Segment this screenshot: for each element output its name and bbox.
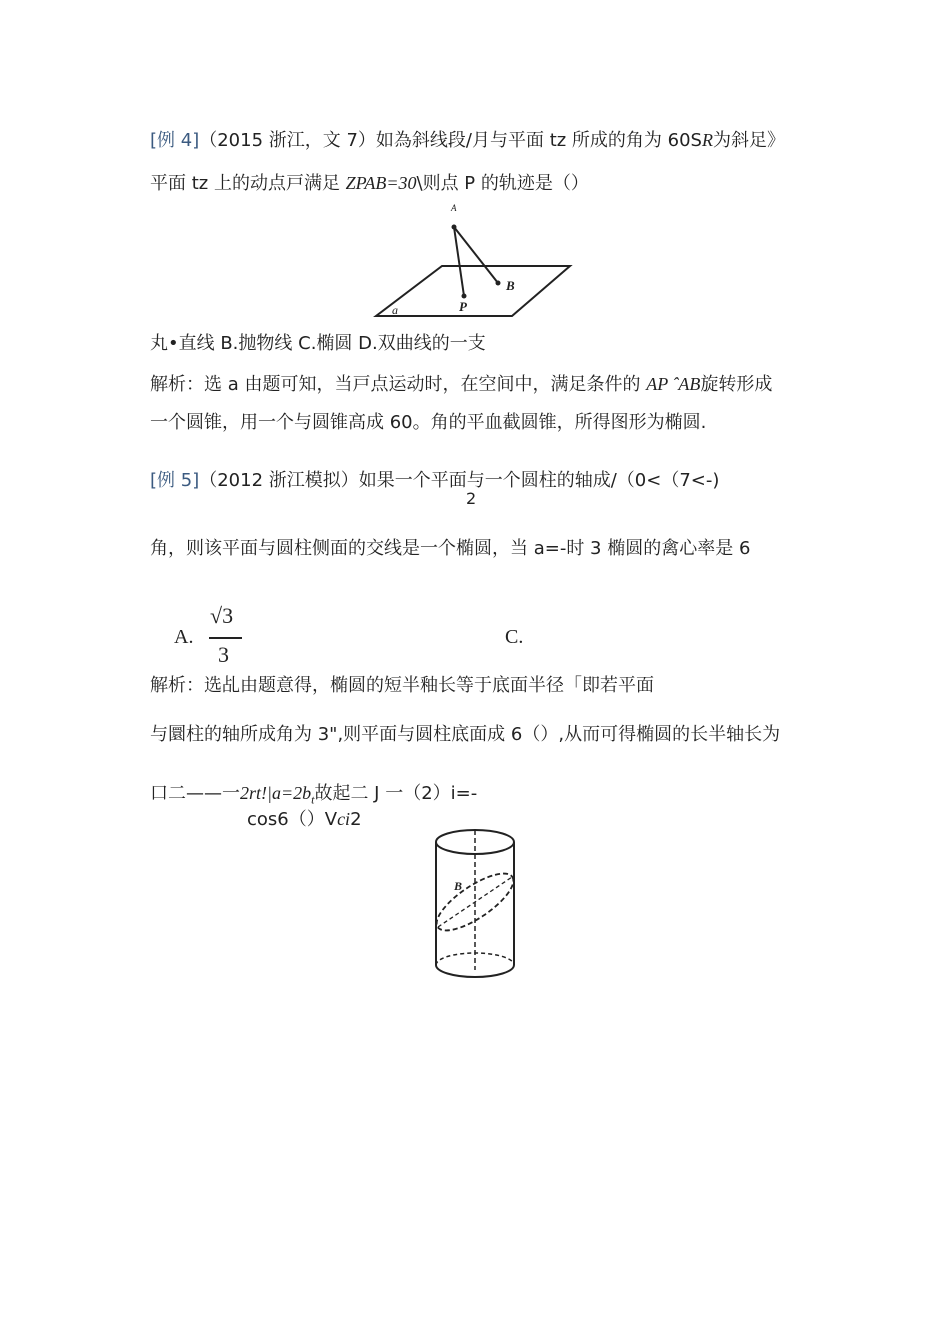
ex4-options: 丸•直线 B.抛物线 C.椭圆 D.双曲线的一支 xyxy=(150,333,486,354)
ex4-line1: [例 4]（2015 浙江，文 7）如為斜线段/月与平面 tz 所成的角为 60SR为斜足》 xyxy=(150,130,785,151)
ex5-solution-line2: 与圜柱的轴所成角为 3",则平面与圆柱底面成 6（）,从而可得椭圆的长半轴长为 xyxy=(150,724,781,745)
ex4-solution-line2: 一个圆锥，用一个与圆锥高成 60。角的平血截圆锥，所得图形为椭圆. xyxy=(150,412,707,433)
point-a xyxy=(452,225,457,230)
ex5-solution-line3: 口二——一$2rt!|a=2b_t$故起二 J 一（2）i=- xyxy=(150,783,478,807)
label-a: A xyxy=(451,203,457,213)
point-b xyxy=(496,281,501,286)
ex5-option-c-label: C. xyxy=(505,626,524,648)
ex5-option-a-label: A. xyxy=(174,626,194,648)
ex5-line1: [例 5]（2012 浙江模拟）如果一个平面与一个圆柱的轴成/（0<（7<-) xyxy=(150,470,720,491)
ex5-cylinder-figure xyxy=(425,822,525,982)
ex5-solution-line1: 解析：选乩由题意得，椭圆的短半釉长等于底面半径「即若平面 xyxy=(150,675,654,696)
label-alpha: a xyxy=(392,303,398,317)
fraction-bar xyxy=(209,637,242,639)
label-b: B xyxy=(454,879,463,893)
label-p: P xyxy=(459,299,467,314)
ex4-plane-figure xyxy=(370,200,580,322)
plane-alpha xyxy=(376,266,570,316)
label-b: B xyxy=(506,278,515,293)
ex4-line2: 平面 tz 上的动点戸满足 ZPAB=30\则点 P 的轨迹是（） xyxy=(150,173,589,194)
ex4-tag: [例 4] xyxy=(150,130,200,151)
ex5-solution-line4: cos6（）Vci2 xyxy=(247,809,362,830)
ex5-tag: [例 5] xyxy=(150,470,200,491)
ex5-subscript: 2 xyxy=(466,489,477,508)
ex5-option-a-denominator: 3 xyxy=(218,642,229,667)
ex4-solution-line1: 解析：选 a 由题可知，当戸点运动时，在空间中，满足条件的 AP ˆAB旋转形成 xyxy=(150,374,773,395)
ex5-option-a-numerator: √3 xyxy=(210,603,234,628)
ex5-line2: 角，则该平面与圆柱侧面的交线是一个椭圆，当 a=-时 3 椭圆的禽心率是 6 xyxy=(150,538,751,559)
point-p xyxy=(462,294,467,299)
